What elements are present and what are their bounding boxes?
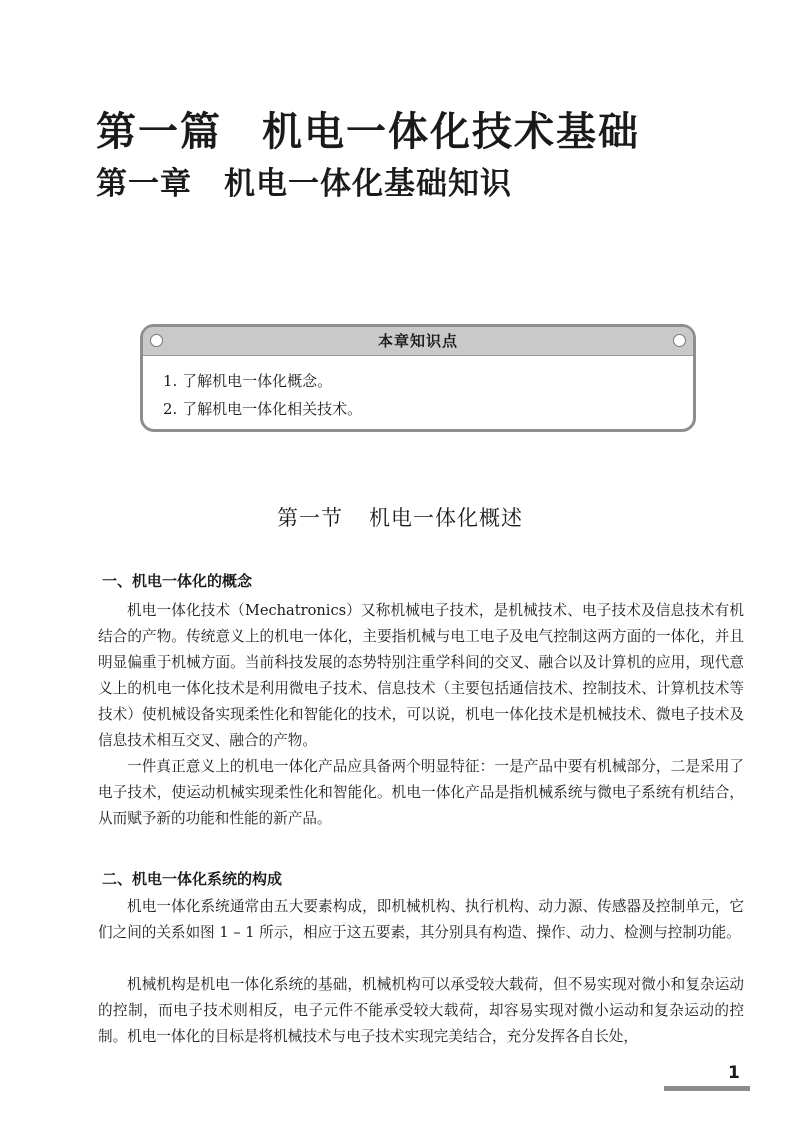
section-title — [0, 504, 800, 532]
chapter-title — [96, 164, 512, 204]
body-paragraph: 一件真正意义上的机电一体化产品应具备两个明显特征：一是产品中要有机械部分，二是采用了电子技术，使运动机械实现柔性化和智能化。机电一体化产品是指机械系统与微电子系统有机结合，从而赋予新的功能和性能的新产品。 — [98, 758, 744, 827]
knowledge-points-header — [143, 327, 693, 356]
part-name: 机电一体化技术基础 — [262, 109, 640, 155]
subsection-heading-composition: 二、机电一体化系统的构成 — [102, 870, 283, 888]
part-title — [96, 108, 640, 156]
part-label: 第一篇 — [96, 109, 222, 155]
page-number: 1 — [728, 1063, 740, 1083]
body-paragraph: 机电一体化系统通常由五大要素构成，即机械机构、执行机构、动力源、传感器及控制单元，它们之间的关系如图 1 – 1 所示，相应于这五要素，其分别具有构造、操作、动力、检测与控制功能。 — [98, 898, 744, 941]
body-paragraph: 机电一体化技术（Mechatronics）又称机械电子技术，是机械技术、电子技术及信息技术有机结合的产物。传统意义上的机电一体化，主要指机械与电工电子及电气控制这两方面的一体化，并且明显偏重于机械方面。当前科技发展的态势特别注重学科间的交叉、融合以及计算机的应用，现代意义上的机电一体化技术是利用微电子技术、信息技术（主要包括通信技术、控制技术、计算机技术等技术）使机械设备实现柔性化和智能化的技术，可以说，机电一体化技术是机械技术、微电子技术及信息技术相互交叉、融合的产物。 — [98, 602, 744, 749]
body-paragraph: 机械机构是机电一体化系统的基础，机械机构可以承受较大载荷，但不易实现对微小和复杂运动的控制，而电子技术则相反，电子元件不能承受较大载荷，却容易实现对微小运动和复杂运动的控制。机电一体化的目标是将机械技术与电子技术实现完美结合，充分发挥各自长处， — [98, 976, 744, 1045]
chapter-label: 第一章 — [96, 166, 192, 202]
knowledge-point-item: 2. 了解机电一体化相关技术。 — [163, 400, 363, 418]
subsection-heading-concept: 一、机电一体化的概念 — [102, 572, 253, 590]
section-label: 第一节 — [277, 506, 343, 530]
chapter-name: 机电一体化基础知识 — [224, 166, 512, 202]
right-dot-icon — [673, 334, 686, 347]
knowledge-point-item: 1. 了解机电一体化概念。 — [163, 372, 333, 390]
footer-rule — [664, 1086, 750, 1091]
section-name: 机电一体化概述 — [369, 506, 523, 530]
knowledge-points-title: 本章知识点 — [377, 332, 458, 350]
knowledge-points-box — [140, 324, 696, 432]
